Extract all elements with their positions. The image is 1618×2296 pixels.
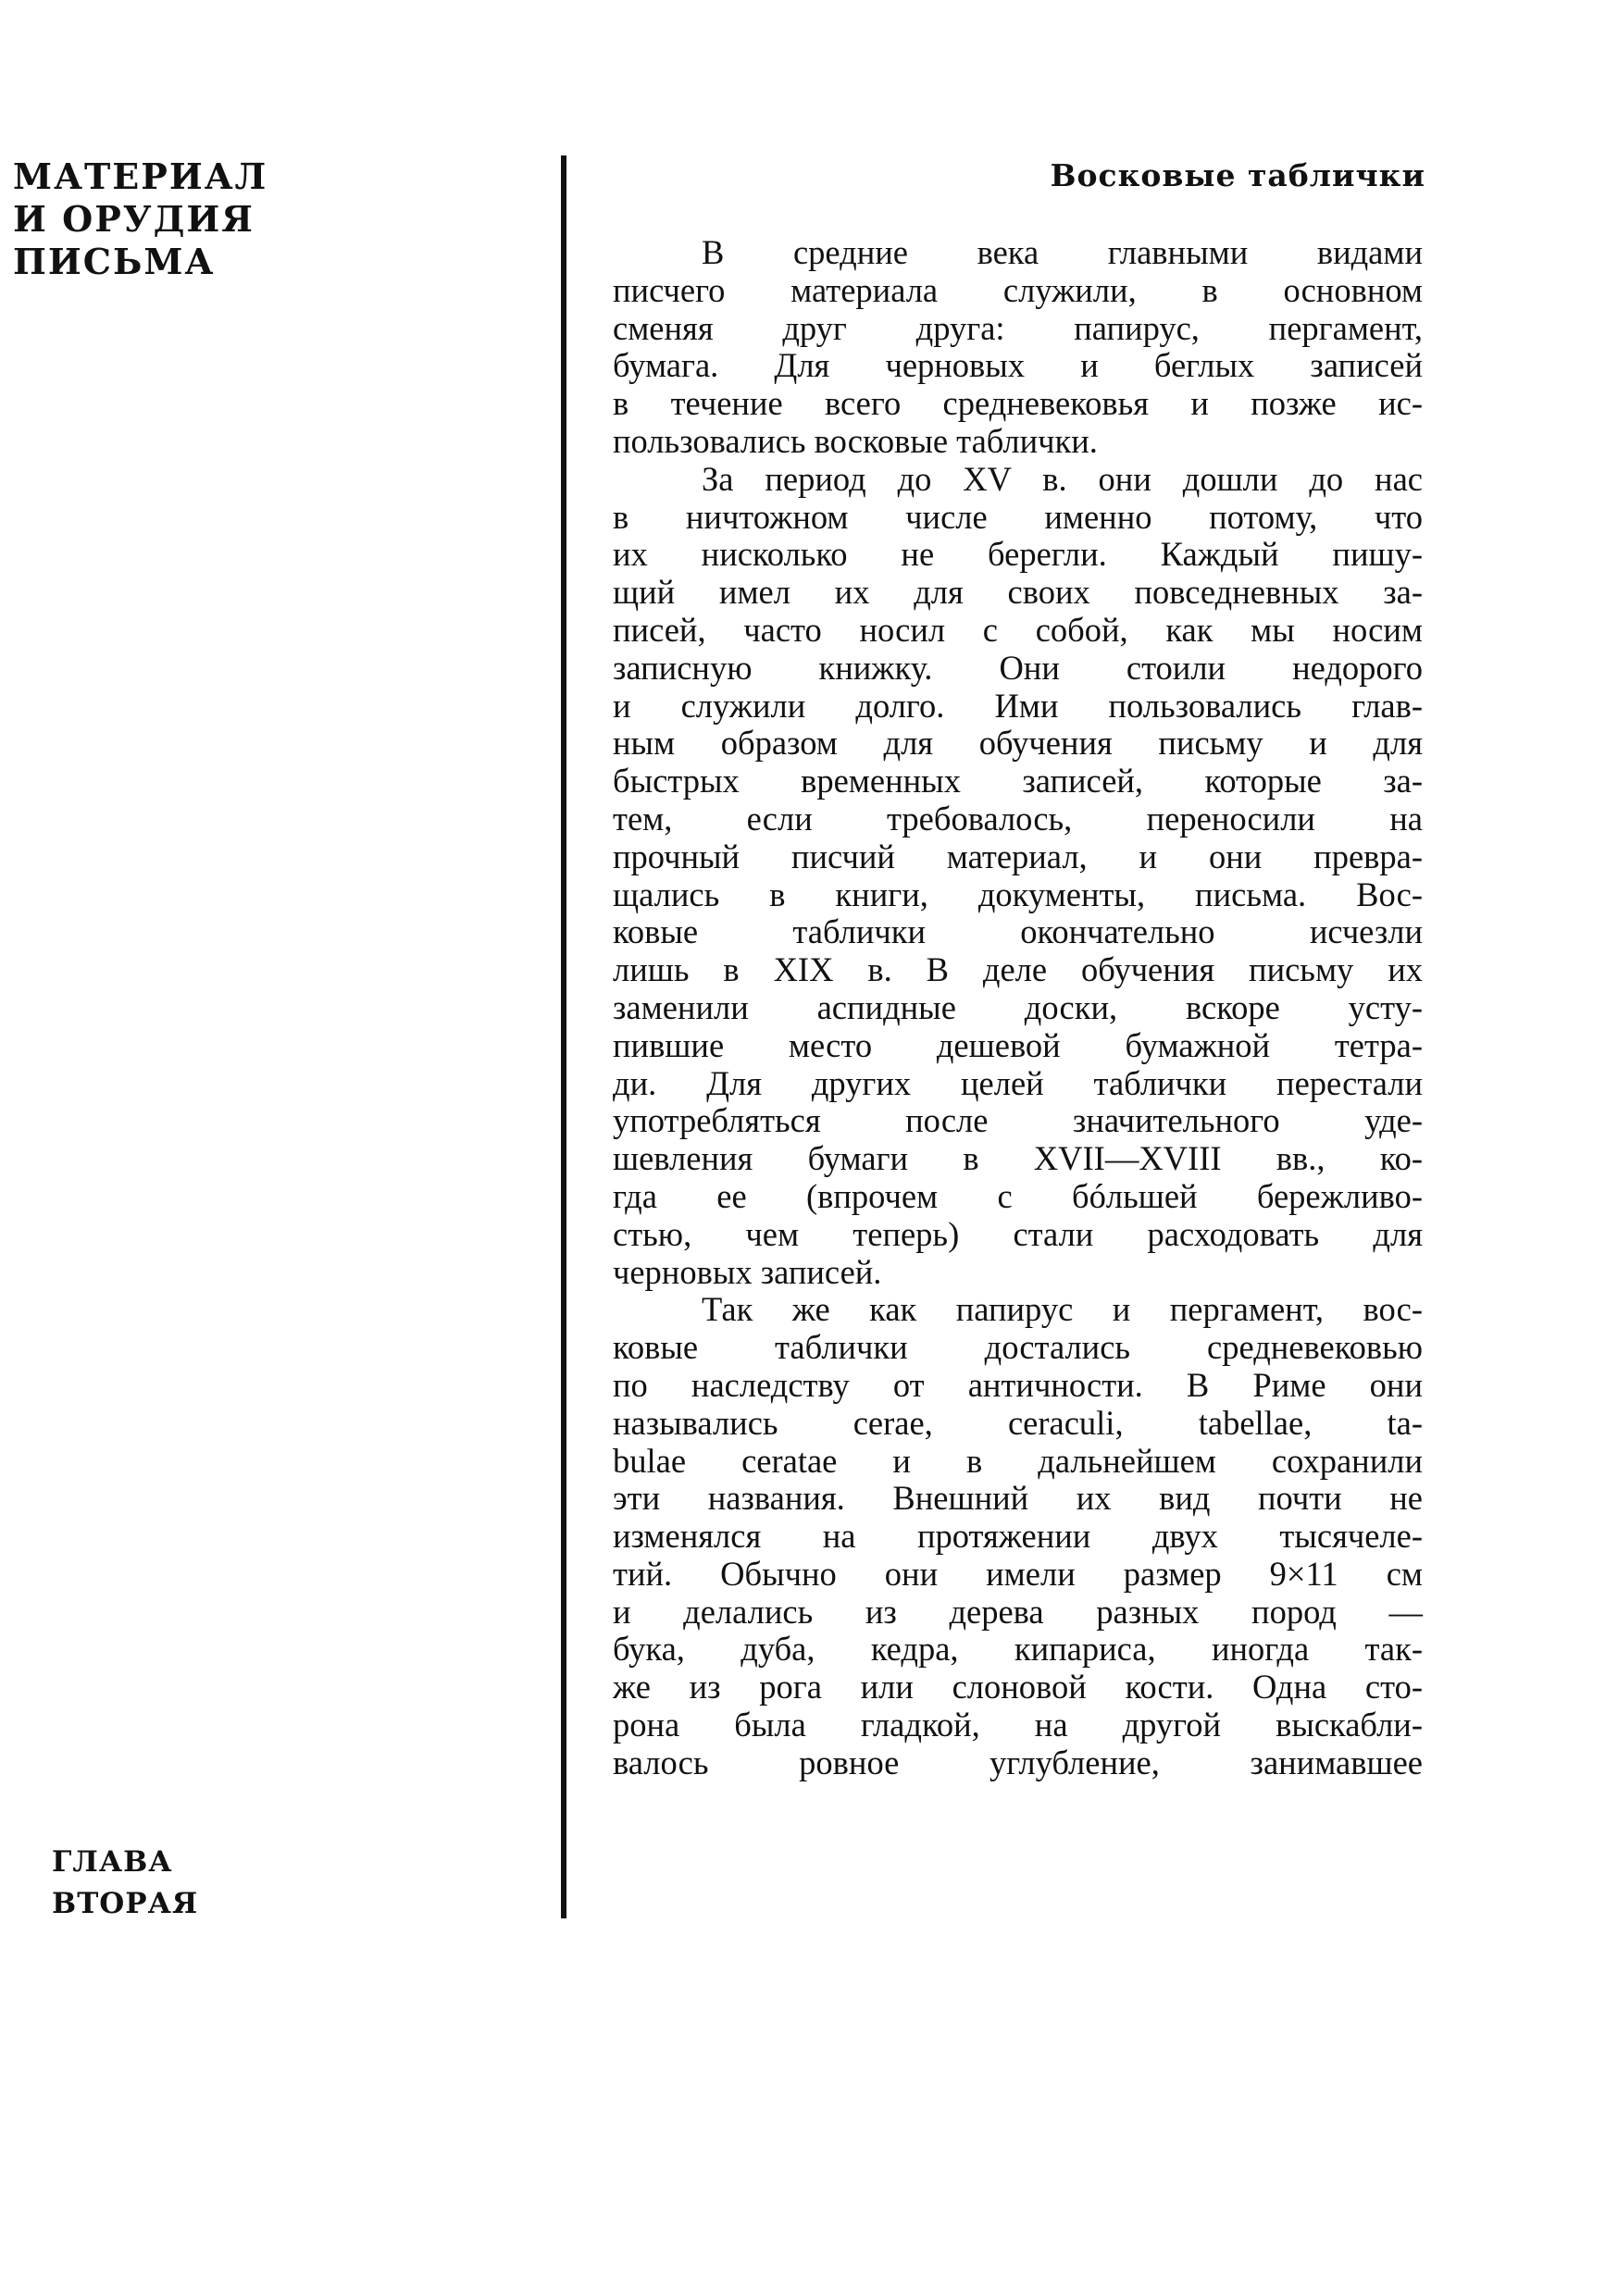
chapter-number (52, 1842, 292, 1925)
text-line: черновых записей. (613, 1252, 882, 1291)
text-line: За период до XV в. они дошли до нас (702, 459, 1423, 498)
text-line: же из рога или слоновой кости. Одна сто- (613, 1668, 1423, 1706)
text-line: щий имел их для своих повседневных за- (613, 573, 1423, 612)
chapter-title (13, 155, 291, 283)
chapter-title-line-1: МАТЕРИАЛ (13, 155, 268, 197)
text-line: бумага. Для черновых и беглых записей (613, 346, 1423, 385)
section-heading: Восковые таблички (1050, 157, 1425, 193)
text-line: в ничтожном числе именно потому, что (613, 497, 1423, 536)
chapter-title-line-2: И ОРУДИЯ (13, 198, 255, 240)
text-line: Так же как папирус и пергамент, вос- (702, 1290, 1423, 1329)
text-line: лишь в XIX в. В деле обучения письму их (613, 950, 1423, 989)
chapter-number-line-1: ГЛАВА (52, 1845, 173, 1879)
text-line: пившие место дешевой бумажной тетра- (613, 1025, 1423, 1064)
chapter-title-line-3: ПИСЬМА (13, 241, 216, 282)
text-line: заменили аспидные доски, вскоре усту- (613, 987, 1423, 1026)
text-line: bulae ceratae и в дальнейшем сохранили (613, 1441, 1423, 1480)
text-line: бука, дуба, кедра, кипариса, иногда так- (613, 1630, 1423, 1669)
margin-rule (561, 155, 566, 1918)
text-line: их нисколько не берегли. Каждый пишу- (613, 535, 1423, 574)
text-line: тем, если требовалось, переносили на (613, 799, 1423, 838)
chapter-number-line-2: ВТОРАЯ (52, 1887, 199, 1920)
text-line: шевления бумаги в XVII—XVIII вв., ко- (613, 1139, 1423, 1178)
text-line: В средние века главными видами (702, 233, 1423, 271)
text-line: писчего материала служили, в основном (613, 270, 1423, 309)
text-line: тий. Обычно они имели размер 9×11 см (613, 1554, 1423, 1593)
text-line: прочный писчий материал, и они превра- (613, 837, 1423, 875)
text-line: ным образом для обучения письму и для (613, 724, 1423, 763)
text-line: назывались cerae, ceraculi, tabellae, ta- (613, 1403, 1423, 1442)
text-line: употребляться после значительного уде- (613, 1101, 1423, 1140)
text-line: сменяя друг друга: папирус, пергамент, (613, 308, 1423, 347)
text-line: писей, часто носил с собой, как мы носим (613, 610, 1423, 649)
text-line: в течение всего средневековья и позже ис- (613, 384, 1423, 423)
text-line: ди. Для других целей таблички перестали (613, 1063, 1423, 1102)
text-line: эти названия. Внешний их вид почти не (613, 1479, 1423, 1518)
text-line: ковые таблички окончательно исчезли (613, 912, 1423, 951)
text-line: стью, чем теперь) стали расходовать для (613, 1214, 1423, 1253)
text-line: и служили долго. Ими пользовались глав- (613, 686, 1423, 725)
text-line: быстрых временных записей, которые за- (613, 762, 1423, 800)
text-line: щались в книги, документы, письма. Вос- (613, 875, 1423, 913)
text-line: и делались из дерева разных пород — (613, 1592, 1423, 1631)
text-line: ковые таблички достались средневековью (613, 1328, 1423, 1367)
text-line: гда ее (впрочем с бóльшей бережливо- (613, 1176, 1423, 1215)
body-text (613, 234, 1423, 1782)
text-line: пользовались восковые таблички. (613, 421, 1098, 460)
text-line: записную книжку. Они стоили недорого (613, 648, 1423, 687)
text-line: изменялся на протяжении двух тысячеле- (613, 1517, 1423, 1556)
text-line: рона была гладкой, на другой выскабли- (613, 1706, 1423, 1744)
text-line: по наследству от античности. В Риме они (613, 1365, 1423, 1404)
text-line: валось ровное углубление, занимавшее (613, 1743, 1423, 1781)
